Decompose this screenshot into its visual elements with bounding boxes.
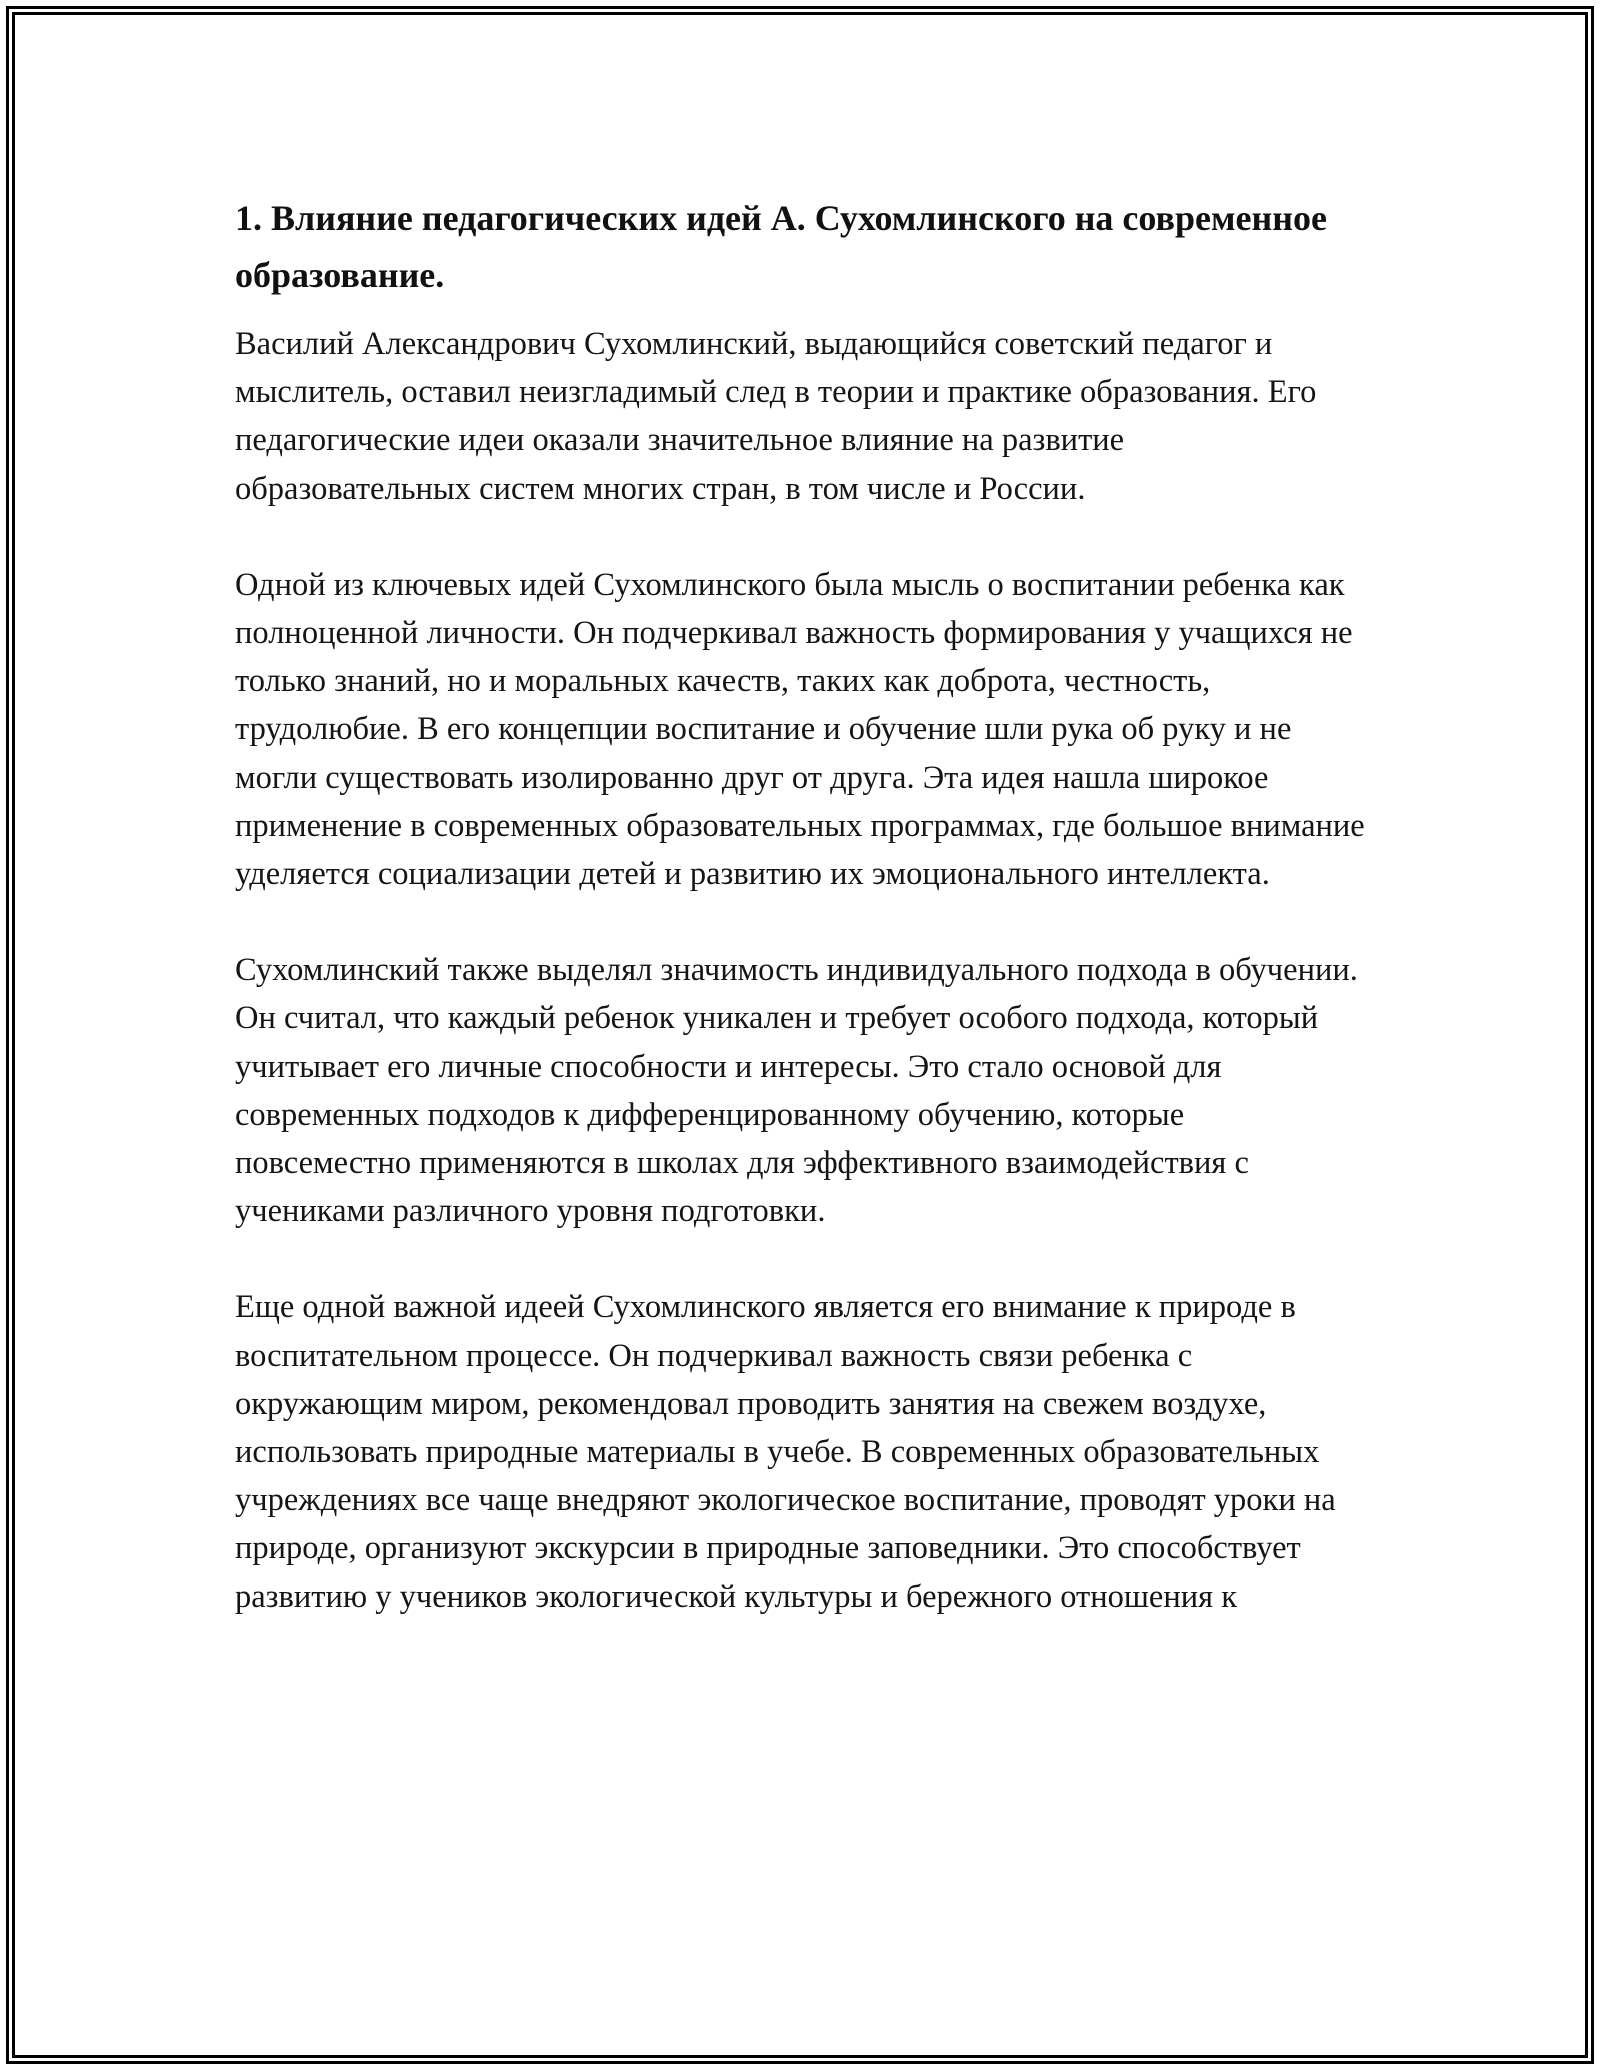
document-title: 1. Влияние педагогических идей А. Сухомлинского на современное образование. bbox=[235, 198, 1327, 295]
paragraph-individual-approach: Сухомлинский также выделял значимость индивидуального подхода в обучении. Он считал, что каждый ребенок уникален и требует особого подхода, который учитывает его личные способности и интересы. Это стало основой для современных подходов к дифференцированному обучению, которые повсеместно применяются в школах для эффективного взаимодействия с учениками различного уровня подготовки. bbox=[235, 952, 1358, 1230]
paragraph-intro: Василий Александрович Сухомлинский, выдающийся советский педагог и мыслитель, оставил неизгладимый след в теории и практике образования. Его педагогические идеи оказали значительное влияние на развитие образовательных систем многих стран, в том числе и России. bbox=[235, 326, 1317, 507]
document-body bbox=[235, 190, 1365, 1621]
paragraph-nature: Еще одной важной идеей Сухомлинского является его внимание к природе в воспитательном процессе. Он подчеркивал важность связи ребенка с окружающим миром, рекомендовал проводить занятия на свежем воздухе, использовать природные материалы в учебе. В современных образовательных учреждениях все чаще внедряют экологическое воспитание, проводят уроки на природе, организуют экскурсии в природные заповедники. Это способствует развитию у учеников экологической культуры и бережного отношения к bbox=[235, 1289, 1336, 1615]
paragraph-personality: Одной из ключевых идей Сухомлинского была мысль о воспитании ребенка как полноценной личности. Он подчеркивал важность формирования у учащихся не только знаний, но и моральных качеств, таких как доброта, честность, трудолюбие. В его концепции воспитание и обучение шли рука об руку и не могли существовать изолированно друг от друга. Эта идея нашла широкое применение в современных образовательных программах, где большое внимание уделяется социализации детей и развитию их эмоционального интеллекта. bbox=[235, 566, 1365, 893]
